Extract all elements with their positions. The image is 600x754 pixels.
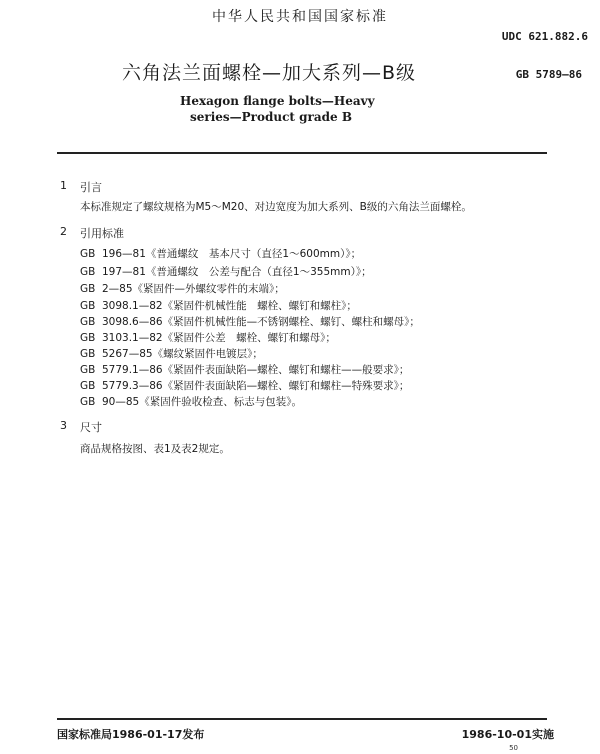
reference-text: 90—85《紧固件验收检查、标志与包装》。 bbox=[102, 396, 302, 408]
page-number: 50 bbox=[509, 744, 518, 752]
reference-item bbox=[80, 346, 263, 361]
reference-code: GB bbox=[80, 283, 96, 295]
reference-code: GB bbox=[80, 380, 96, 392]
reference-code: GB bbox=[80, 332, 96, 344]
document-title-zh: 六角法兰面螺栓—加大系列—B级 bbox=[122, 62, 417, 84]
reference-text: 3098.6—86《紧固件机械性能—不锈钢螺栓、螺钉、螺柱和螺母》； bbox=[102, 316, 420, 328]
udc-number: UDC 621.882.6 bbox=[501, 30, 588, 43]
reference-item bbox=[80, 394, 302, 409]
reference-text: 196—81《普通螺纹 基本尺寸（直径1～600mm）》； bbox=[102, 248, 362, 260]
section-1-text: 本标准规定了螺纹规格为M5～M20、对边宽度为加大系列、B级的六角法兰面螺栓。 bbox=[80, 201, 472, 213]
reference-text: 3098.1—82《紧固件机械性能 螺栓、螺钉和螺柱》； bbox=[102, 300, 357, 312]
effective-date: 1986-10-01实施 bbox=[461, 728, 554, 741]
reference-code: GB bbox=[80, 266, 96, 278]
reference-code: GB bbox=[80, 364, 96, 376]
section-3-text: 商品规格按图、表1及表2规定。 bbox=[80, 443, 230, 455]
gb-standard-number: GB 5789—86 bbox=[515, 68, 582, 81]
section-1-number: 1 bbox=[60, 179, 67, 192]
reference-text: 5779.1—86《紧固件表面缺陷—螺栓、螺钉和螺柱——般要求》； bbox=[102, 364, 410, 376]
reference-text: 5779.3—86《紧固件表面缺陷—螺栓、螺钉和螺柱—特殊要求》； bbox=[102, 380, 410, 392]
document-title-en-line2: series—Product grade B bbox=[190, 110, 352, 124]
reference-code: GB bbox=[80, 396, 96, 408]
section-3-number: 3 bbox=[60, 419, 67, 432]
reference-code: GB bbox=[80, 248, 96, 260]
reference-code: GB bbox=[80, 348, 96, 360]
document-title-en-line1: Hexagon flange bolts—Heavy bbox=[180, 94, 375, 108]
reference-code: GB bbox=[80, 316, 96, 328]
header-divider bbox=[57, 152, 547, 154]
section-3-title: 尺寸 bbox=[80, 421, 102, 434]
section-1-title: 引言 bbox=[80, 181, 102, 194]
reference-text: 3103.1—82《紧固件公差 螺栓、螺钉和螺母》； bbox=[102, 332, 336, 344]
footer-divider bbox=[57, 718, 547, 720]
reference-item bbox=[80, 246, 361, 261]
reference-item bbox=[80, 314, 420, 329]
reference-item bbox=[80, 264, 372, 279]
reference-item bbox=[80, 362, 409, 377]
section-2-number: 2 bbox=[60, 225, 67, 238]
reference-item bbox=[80, 330, 336, 345]
reference-item bbox=[80, 281, 285, 296]
reference-text: 2—85《紧固件—外螺纹零件的末端》； bbox=[102, 283, 285, 295]
reference-text: 197—81《普通螺纹 公差与配合（直径1～355mm）》； bbox=[102, 266, 372, 278]
reference-text: 5267—85《螺纹紧固件电镀层》； bbox=[102, 348, 263, 360]
standard-type-heading: 中华人民共和国国家标准 bbox=[212, 9, 388, 25]
section-2-title: 引用标准 bbox=[80, 227, 124, 240]
issue-date: 国家标准局1986-01-17发布 bbox=[57, 728, 205, 741]
reference-code: GB bbox=[80, 300, 96, 312]
reference-item bbox=[80, 378, 409, 393]
reference-item bbox=[80, 298, 357, 313]
